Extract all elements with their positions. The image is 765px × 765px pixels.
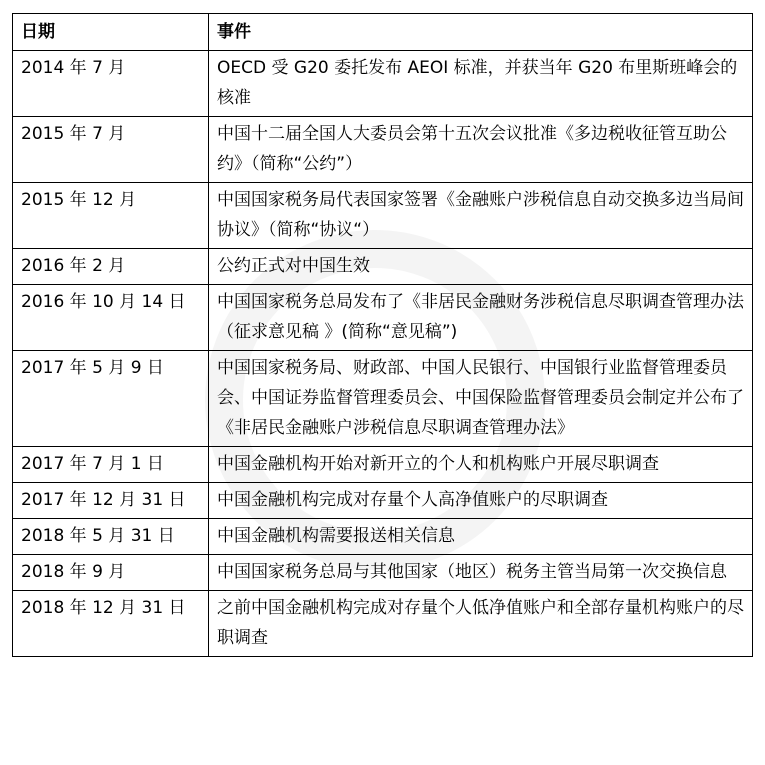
row-date: 2014 年 7 月 bbox=[13, 51, 209, 117]
row-date: 2018 年 5 月 31 日 bbox=[13, 519, 209, 555]
timeline-table bbox=[12, 13, 753, 657]
table-row bbox=[13, 249, 753, 285]
row-event: OECD 受 G20 委托发布 AEOI 标准，并获当年 G20 布里斯班峰会的核准 bbox=[209, 51, 753, 117]
row-date: 2015 年 12 月 bbox=[13, 183, 209, 249]
header-date: 日期 bbox=[13, 14, 209, 51]
row-event: 公约正式对中国生效 bbox=[209, 249, 753, 285]
table-row bbox=[13, 351, 753, 447]
header-event: 事件 bbox=[209, 14, 753, 51]
row-date: 2018 年 9 月 bbox=[13, 555, 209, 591]
row-event: 中国国家税务总局与其他国家（地区）税务主管当局第一次交换信息 bbox=[209, 555, 753, 591]
row-date: 2017 年 5 月 9 日 bbox=[13, 351, 209, 447]
table-row bbox=[13, 555, 753, 591]
row-date: 2017 年 7 月 1 日 bbox=[13, 447, 209, 483]
table-row bbox=[13, 51, 753, 117]
table-row bbox=[13, 183, 753, 249]
row-event: 中国金融机构需要报送相关信息 bbox=[209, 519, 753, 555]
row-date: 2016 年 2 月 bbox=[13, 249, 209, 285]
row-event: 中国金融机构完成对存量个人高净值账户的尽职调查 bbox=[209, 483, 753, 519]
table-row bbox=[13, 285, 753, 351]
row-event: 中国十二届全国人大委员会第十五次会议批准《多边税收征管互助公约》（简称“公约”） bbox=[209, 117, 753, 183]
table-row bbox=[13, 447, 753, 483]
row-date: 2015 年 7 月 bbox=[13, 117, 209, 183]
row-date: 2016 年 10 月 14 日 bbox=[13, 285, 209, 351]
table-row bbox=[13, 117, 753, 183]
row-event: 中国金融机构开始对新开立的个人和机构账户开展尽职调查 bbox=[209, 447, 753, 483]
header-row bbox=[13, 14, 753, 51]
table-row bbox=[13, 591, 753, 657]
row-date: 2018 年 12 月 31 日 bbox=[13, 591, 209, 657]
row-event: 中国国家税务局、财政部、中国人民银行、中国银行业监督管理委员会、中国证券监督管理委员会、中国保险监督管理委员会制定并公布了《非居民金融账户涉税信息尽职调查管理办法》 bbox=[209, 351, 753, 447]
row-event: 中国国家税务局代表国家签署《金融账户涉税信息自动交换多边当局间协议》（简称“协议“） bbox=[209, 183, 753, 249]
row-date: 2017 年 12 月 31 日 bbox=[13, 483, 209, 519]
row-event: 之前中国金融机构完成对存量个人低净值账户和全部存量机构账户的尽职调查 bbox=[209, 591, 753, 657]
table-row bbox=[13, 519, 753, 555]
row-event: 中国国家税务总局发布了《非居民金融财务涉税信息尽职调查管理办法（征求意见稿 》(简称“意见稿”) bbox=[209, 285, 753, 351]
table-row bbox=[13, 483, 753, 519]
